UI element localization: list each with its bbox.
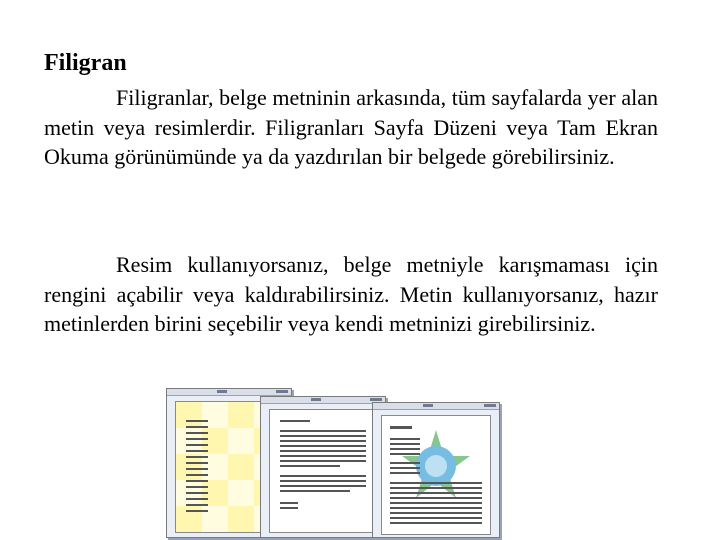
page-picture [381, 415, 491, 535]
page-text [269, 409, 377, 533]
document-windows-illustration [160, 384, 500, 540]
paragraph-watermark-definition: Filigranlar, belge metninin arkasında, tüm sayfalarda yer alan metin veya resimlerdir. Filigranları Sayfa Düzeni veya Tam Ekran Okuma görünümünde ya da yazdırılan bir belgede görebilirsiniz. [44, 85, 658, 169]
text-lines-image [270, 410, 376, 532]
slide-title: Filigran [44, 50, 127, 76]
window-text-watermark [260, 396, 386, 538]
window-titlebar [261, 397, 385, 404]
watermark-picture-image [382, 416, 490, 534]
window-titlebar [167, 389, 291, 396]
window-picture-watermark [372, 402, 500, 538]
window-titlebar [373, 403, 499, 410]
paragraph-watermark-usage: Resim kullanıyorsanız, belge metniyle karışmaması için rengini açabilir veya kaldırabilirsiniz. Metin kullanıyorsanız, hazır metinlerden birini seçebilir veya kendi metninizi girebilirsiniz. [44, 252, 658, 336]
